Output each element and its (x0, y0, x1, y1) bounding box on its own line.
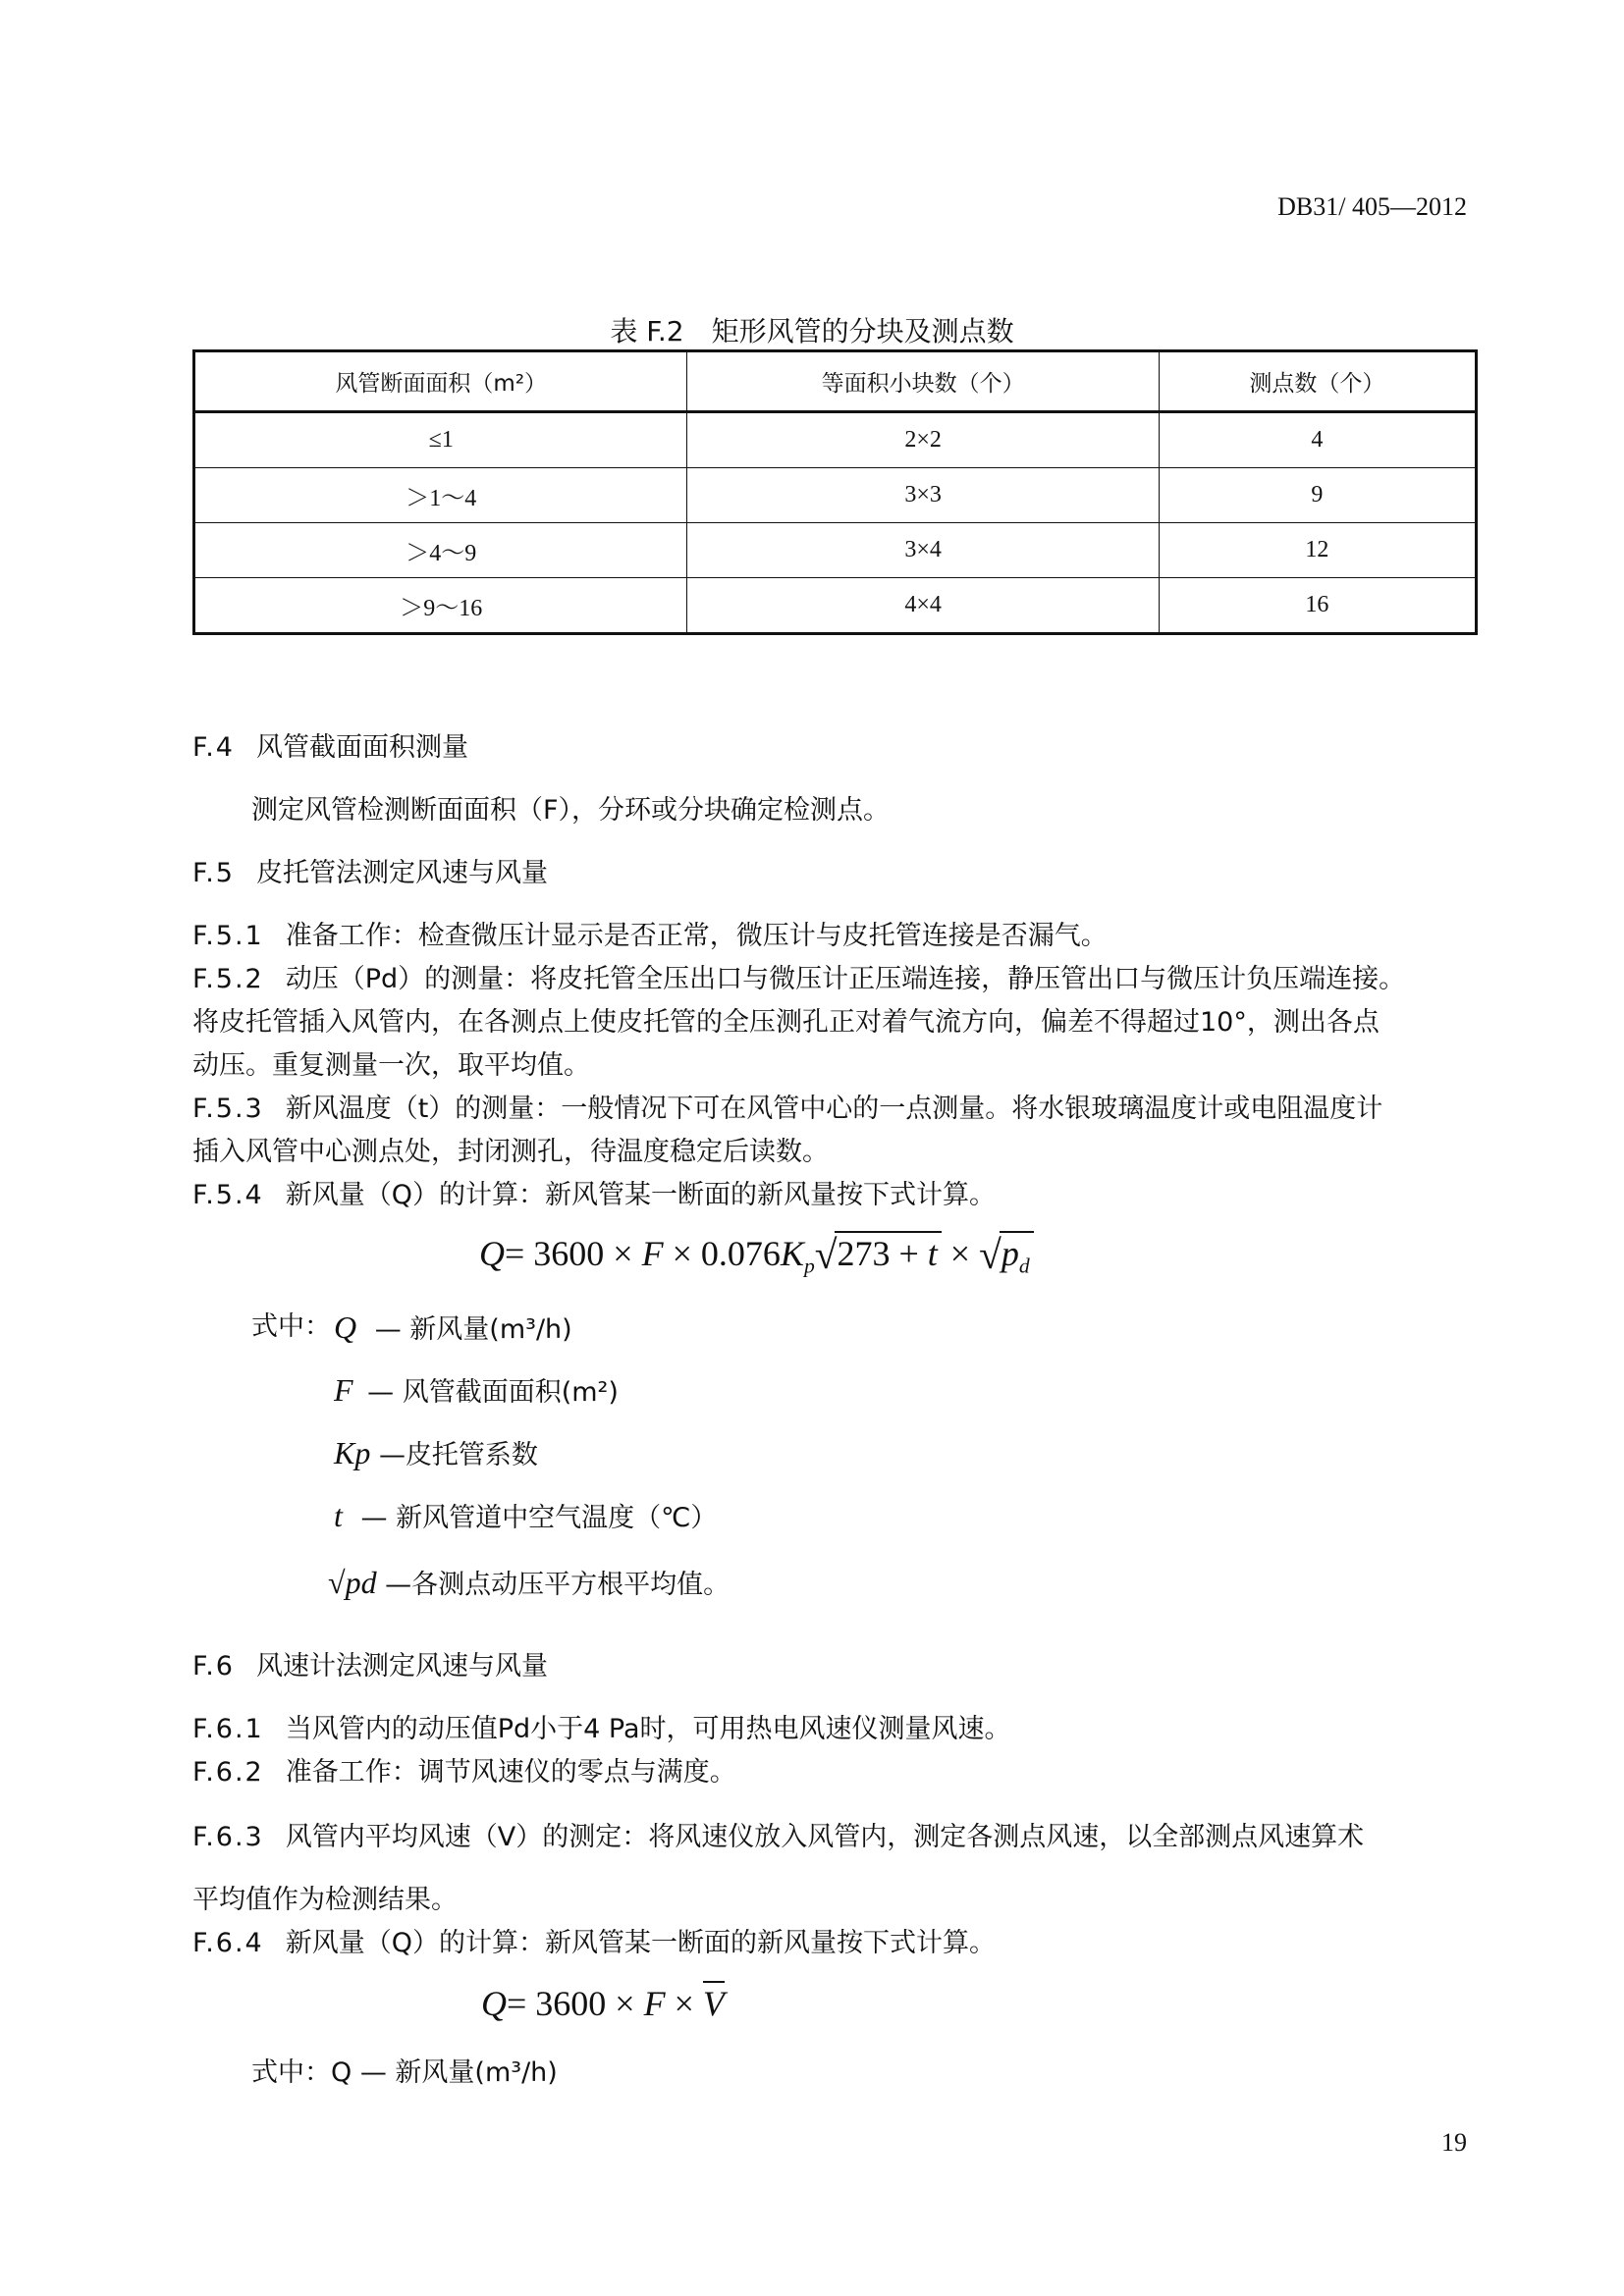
table-cell: 9 (1159, 468, 1476, 523)
clause-f5-2-line2: 将皮托管插入风管内，在各测点上使皮托管的全压测孔正对着气流方向，偏差不得超过10°，测出各点 (192, 1007, 1380, 1038)
formula-symbol: Q (479, 1234, 505, 1273)
clause-f5-3 (192, 1092, 1382, 1127)
clause-number: F.5.3 (192, 1094, 264, 1124)
formula-symbol: Q (481, 1984, 507, 2023)
where-symbol: Q (334, 1309, 357, 1345)
table-cell: ＞9～16 (194, 578, 687, 634)
formula-subscript: p (803, 1254, 815, 1278)
formula-operator: × (665, 1984, 703, 2023)
clause-f6-4 (192, 1926, 996, 1961)
formula-symbol: t (927, 1234, 938, 1273)
where-symbol: t (334, 1498, 343, 1533)
clause-text: 新风量（Q）的计算：新风管某一断面的新风量按下式计算。 (285, 1180, 996, 1210)
where-item-f (334, 1372, 619, 1411)
clause-number: F.6.2 (192, 1757, 264, 1788)
clause-text: 新风量（Q）的计算：新风管某一断面的新风量按下式计算。 (285, 1928, 996, 1958)
col-header-blocks: 等面积小块数（个） (687, 351, 1159, 412)
table-header-row (194, 351, 1477, 412)
formula-symbol: p (1001, 1234, 1019, 1273)
where-text: 式中： (251, 1311, 331, 1342)
where-symbol: √pd (328, 1565, 377, 1600)
table-row (194, 412, 1477, 468)
col-header-points: 测点数（个） (1159, 351, 1476, 412)
clause-f5-4 (192, 1178, 996, 1213)
table-cell: 4×4 (687, 578, 1159, 634)
clause-number: F.6.1 (192, 1714, 264, 1744)
table-cell: ≤1 (194, 412, 687, 468)
where-desc: — 新风管道中空气温度（℃） (360, 1503, 718, 1533)
formula-air-volume-anemometer (481, 1983, 725, 2024)
section-f4-body: 测定风管检测断面面积（F），分环或分块确定检测点。 (251, 795, 891, 826)
section-number: F.6 (192, 1651, 235, 1682)
sqrt-symbol: $√p_d$ (979, 1231, 1034, 1279)
sqrt-symbol: √273 + t (815, 1231, 942, 1278)
page-number: 19 (1441, 2128, 1467, 2157)
section-number: F.4 (192, 732, 235, 763)
table-cell: 12 (1159, 523, 1476, 578)
clause-f5-2-line3: 动压。重复测量一次，取平均值。 (192, 1050, 590, 1081)
where-item-q (334, 1309, 572, 1348)
table-cell: 16 (1159, 578, 1476, 634)
where-desc: —各测点动压平方根平均值。 (385, 1570, 731, 1600)
where-desc: —皮托管系数 (378, 1440, 538, 1470)
clause-f5-3-line2: 插入风管中心测点处，封闭测孔，待温度稳定后读数。 (192, 1137, 829, 1167)
duct-division-table (192, 349, 1478, 635)
clause-text: 准备工作：调节风速仪的零点与满度。 (285, 1757, 736, 1788)
clause-text: 新风温度（t）的测量：一般情况下可在风管中心的一点测量。将水银玻璃温度计或电阻温度计 (285, 1094, 1383, 1124)
clause-number: F.6.3 (192, 1822, 264, 1852)
section-title: 风速计法测定风速与风量 (255, 1651, 548, 1682)
section-title: 风管截面面积测量 (255, 732, 468, 763)
where-item-t (334, 1498, 717, 1536)
table-cell: ＞1～4 (194, 468, 687, 523)
clause-number: F.6.4 (192, 1928, 264, 1958)
where-desc: — 风管截面面积(m²) (367, 1377, 619, 1408)
formula-operator: = 3600 × (507, 1984, 644, 2023)
where-label (251, 1309, 331, 1345)
where-label-2 (251, 2056, 558, 2091)
col-header-area: 风管断面面积（m²） (194, 351, 687, 412)
clause-f5-2 (192, 962, 1405, 997)
where-symbol: F (334, 1372, 353, 1408)
clause-number: F.5.1 (192, 921, 264, 951)
clause-f6-1 (192, 1712, 1011, 1747)
clause-text: 风管内平均风速（V）的测定：将风速仪放入风管内，测定各测点风速，以全部测点风速算术 (285, 1822, 1365, 1852)
table-cell: 2×2 (687, 412, 1159, 468)
document-code: DB31/ 405—2012 (1277, 192, 1467, 221)
formula-symbol: V (703, 1981, 725, 2023)
formula-air-volume-pitot (479, 1231, 1034, 1279)
clause-number: F.5.4 (192, 1180, 264, 1210)
table-row (194, 468, 1477, 523)
clause-text: 准备工作：检查微压计显示是否正常，微压计与皮托管连接是否漏气。 (285, 921, 1108, 951)
clause-number: F.5.2 (192, 964, 264, 994)
table-cell: 4 (1159, 412, 1476, 468)
formula-subscript: d (1018, 1254, 1030, 1278)
where-text: 式中： (251, 2057, 331, 2088)
clause-f6-2 (192, 1755, 736, 1790)
table-row (194, 523, 1477, 578)
formula-operator: 273 + (837, 1234, 928, 1273)
section-f4-heading (192, 730, 468, 766)
clause-text: 动压（Pd）的测量：将皮托管全压出口与微压计正压端连接，静压管出口与微压计负压端连接。 (285, 964, 1406, 994)
where-item-kp (334, 1435, 538, 1473)
where-desc: — 新风量(m³/h) (374, 1314, 572, 1345)
formula-operator: × (941, 1234, 980, 1273)
clause-text: 当风管内的动压值Pd小于4 Pa时，可用热电风速仪测量风速。 (285, 1714, 1011, 1744)
clause-f6-3 (192, 1820, 1364, 1855)
table-cell: ＞4～9 (194, 523, 687, 578)
where-item-sqrt-pd (328, 1565, 730, 1603)
section-f5-heading (192, 856, 548, 891)
formula-symbol: F (641, 1234, 664, 1273)
where-desc: Q — 新风量(m³/h) (331, 2057, 558, 2088)
formula-operator: = 3600 × (505, 1234, 642, 1273)
formula-symbol: K (780, 1234, 804, 1273)
section-title: 皮托管法测定风速与风量 (255, 858, 548, 888)
table-cell: 3×4 (687, 523, 1159, 578)
clause-f6-3-line2: 平均值作为检测结果。 (192, 1885, 458, 1915)
formula-symbol: F (643, 1984, 666, 2023)
where-symbol: Kp (334, 1435, 371, 1470)
clause-f5-1 (192, 919, 1108, 954)
section-number: F.5 (192, 858, 235, 888)
table-caption: 表 F.2 矩形风管的分块及测点数 (610, 315, 1014, 347)
section-f6-heading (192, 1649, 548, 1684)
formula-operator: × 0.076 (663, 1234, 781, 1273)
table-row (194, 578, 1477, 634)
table-cell: 3×3 (687, 468, 1159, 523)
